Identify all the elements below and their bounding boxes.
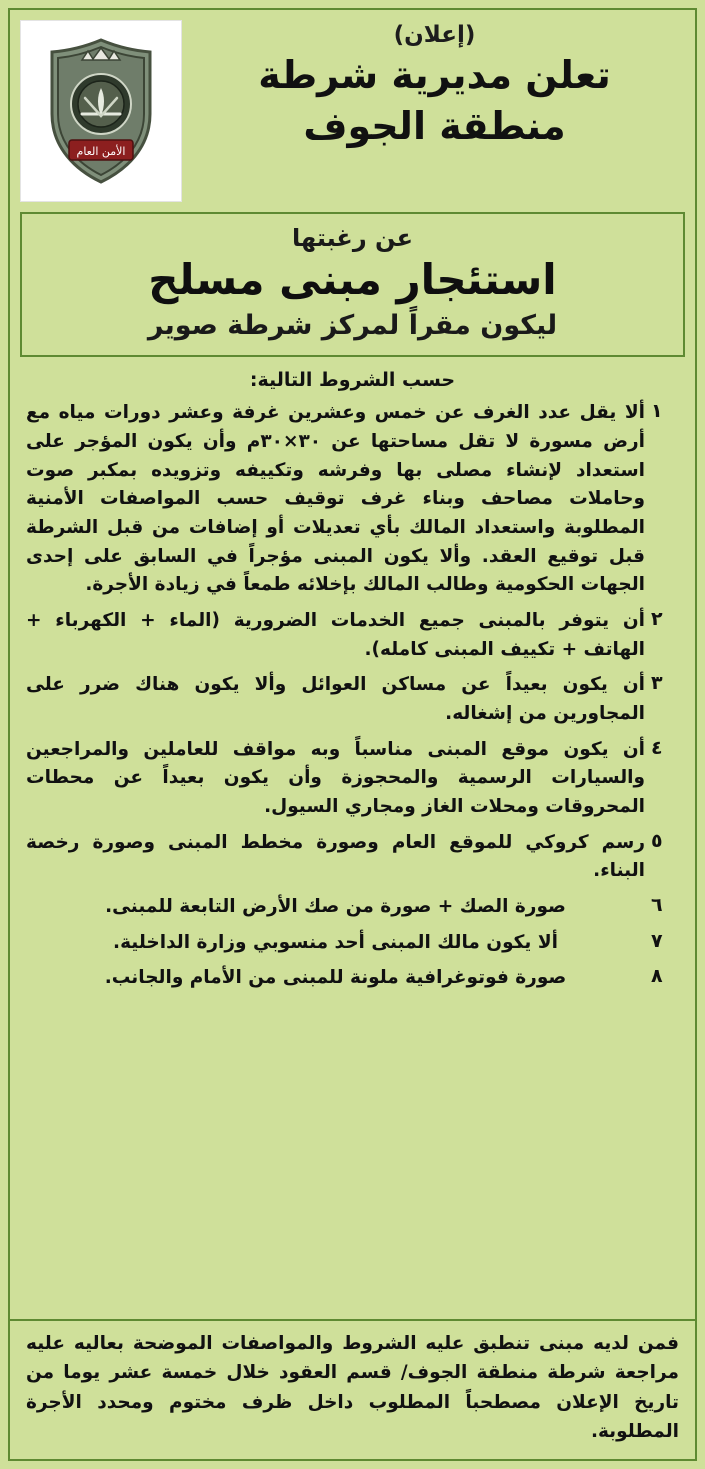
condition-text: صورة الصك + صورة من صك الأرض التابعة للمبنى.: [105, 896, 566, 918]
condition-text: ألا يقل عدد الغرف عن خمس وعشرين غرفة وعشر دورات مياه مع أرض مسورة لا تقل مساحتها عن ٣٠×٣٠م وأن يكون المؤجر على استعداد لإنشاء مصلى بها وفرشه وتكييفه وتزويده بمكبر صوت وحاملات مصاحف وبناء غرف توقيف حسب المواصفات الأمنية المطلوبة واستعداد المالك بأي تعديلات أو إضافات من قبل الشرطة قبل توقيع العقد. وألا يكون المبنى مؤجراً في السابق على إحدى الجهات الحكومية وطالب المالك بإخلائه طمعاً في زيادة الأجرة.: [26, 402, 645, 596]
header-title-line-2: منطقة الجوف: [303, 104, 566, 149]
logo-container: [20, 20, 182, 202]
conditions-list: [26, 399, 679, 993]
header-text-block: [184, 16, 689, 153]
condition-text: أن يكون موقع المبنى مناسباً وبه مواقف للعاملين والمراجعين والسيارات الرسمية والمحجوزة وأن يكون بعيداً عن محطات المحروقات ومحلات الغاز ومجاري السيول.: [26, 738, 645, 818]
condition-text: صورة فوتوغرافية ملونة للمبنى من الأمام والجانب.: [104, 967, 567, 989]
condition-item: [26, 399, 679, 600]
condition-text: أن يكون بعيداً عن مساكن العوائل وألا يكون هناك ضرر على المجاورين من إشغاله.: [26, 674, 645, 725]
condition-item: [26, 607, 679, 664]
header-title-line-1: تعلن مديرية شرطة: [258, 53, 611, 97]
condition-item: [26, 829, 679, 886]
announcement-frame: [8, 8, 697, 1461]
condition-item: [26, 736, 679, 822]
condition-text: أن يتوفر بالمبنى جميع الخدمات الضرورية (الماء + الكهرباء + الهاتف + تكييف المبنى كامله).: [26, 610, 645, 660]
purpose-sub-text: ليكون مقراً لمركز شرطة صوير: [147, 310, 558, 342]
footer-section: [10, 1319, 695, 1459]
svg-text:الأمن العام: الأمن العام: [76, 145, 126, 158]
condition-number: ٦: [651, 894, 663, 917]
police-emblem-icon: [42, 36, 160, 186]
condition-item: [26, 671, 679, 728]
condition-number: ٢: [651, 608, 663, 630]
condition-number: ٨: [651, 965, 663, 988]
purpose-box: [20, 212, 685, 357]
condition-item: [26, 929, 679, 958]
condition-item: [26, 964, 679, 993]
condition-text: ألا يكون مالك المبنى أحد منسوبي وزارة الداخلية.: [113, 931, 558, 953]
condition-text: رسم كروكي للموقع العام وصورة مخطط المبنى وصورة رخصة البناء.: [26, 831, 645, 882]
condition-item: [26, 893, 679, 922]
condition-number: ٥: [651, 829, 663, 852]
header: [10, 10, 695, 206]
conditions-title: حسب الشروط التالية:: [249, 369, 456, 392]
condition-number: ٣: [651, 672, 663, 695]
footer-text: فمن لديه مبنى تنطبق عليه الشروط والمواصفات الموضحة بعاليه عليه مراجعة شرطة منطقة الجوف/ قسم العقود خلال خمسة عشر يوما من تاريخ الإعلان مصطحباً المطلوب داخل ظرف مختوم ومحدد الأجرة المطلوبة.: [26, 1332, 679, 1443]
condition-number: ١: [651, 400, 663, 423]
announcement-label: (إعلان): [393, 22, 476, 48]
condition-number: ٧: [651, 929, 663, 952]
conditions-section: [10, 357, 695, 1312]
condition-number: ٤: [651, 736, 663, 759]
purpose-pre-text: عن رغبتها: [291, 224, 413, 252]
purpose-main-text: استئجار مبنى مسلح: [148, 255, 557, 304]
